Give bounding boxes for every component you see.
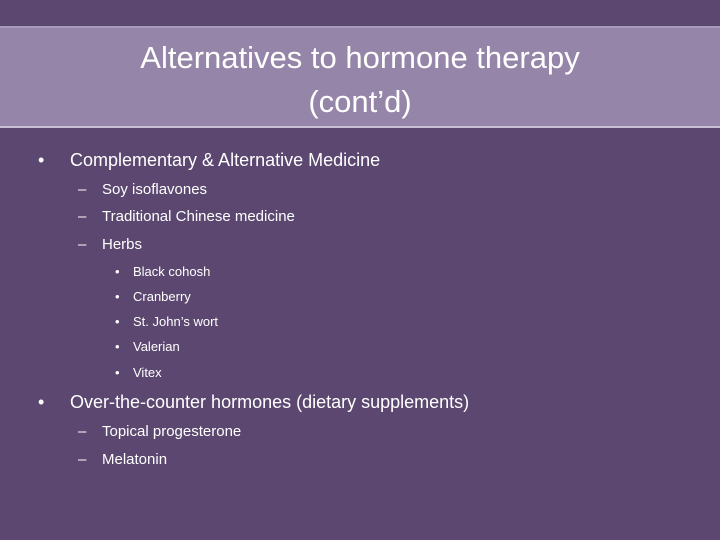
sub-bullet-item: Herbs: [102, 236, 143, 253]
sub-sub-bullet-item: Cranberry: [133, 289, 191, 304]
sub-bullet-marker: –: [78, 236, 87, 253]
sub-bullet-item: Melatonin: [102, 451, 168, 468]
title-line-1: Alternatives to hormone therapy: [140, 40, 580, 75]
sub-sub-bullet-item: Vitex: [133, 365, 162, 380]
bullet-marker: •: [38, 392, 45, 412]
sub-bullet-item: Traditional Chinese medicine: [102, 208, 295, 225]
sub-sub-bullet-item: Valerian: [133, 339, 180, 354]
sub-bullet-marker: –: [78, 181, 87, 198]
sub-sub-bullet-marker: •: [115, 339, 120, 354]
sub-sub-bullet-marker: •: [115, 314, 120, 329]
sub-sub-bullet-marker: •: [115, 289, 120, 304]
sub-sub-bullet-item: Black cohosh: [133, 264, 211, 279]
sub-bullet-item: Soy isoflavones: [102, 181, 208, 198]
sub-sub-bullet-marker: •: [115, 264, 120, 279]
sub-sub-bullet-item: St. John’s wort: [133, 314, 219, 329]
bullet-marker: •: [38, 150, 45, 170]
sub-bullet-marker: –: [78, 208, 87, 225]
sub-bullet-marker: –: [78, 451, 87, 468]
sub-bullet-marker: –: [78, 423, 87, 440]
sub-bullet-item: Topical progesterone: [102, 423, 242, 440]
title-line-2: (cont’d): [308, 84, 412, 119]
bullet-item: Over-the-counter hormones (dietary supplements): [70, 392, 470, 412]
sub-sub-bullet-marker: •: [115, 365, 120, 380]
bullet-item: Complementary & Alternative Medicine: [70, 150, 381, 170]
